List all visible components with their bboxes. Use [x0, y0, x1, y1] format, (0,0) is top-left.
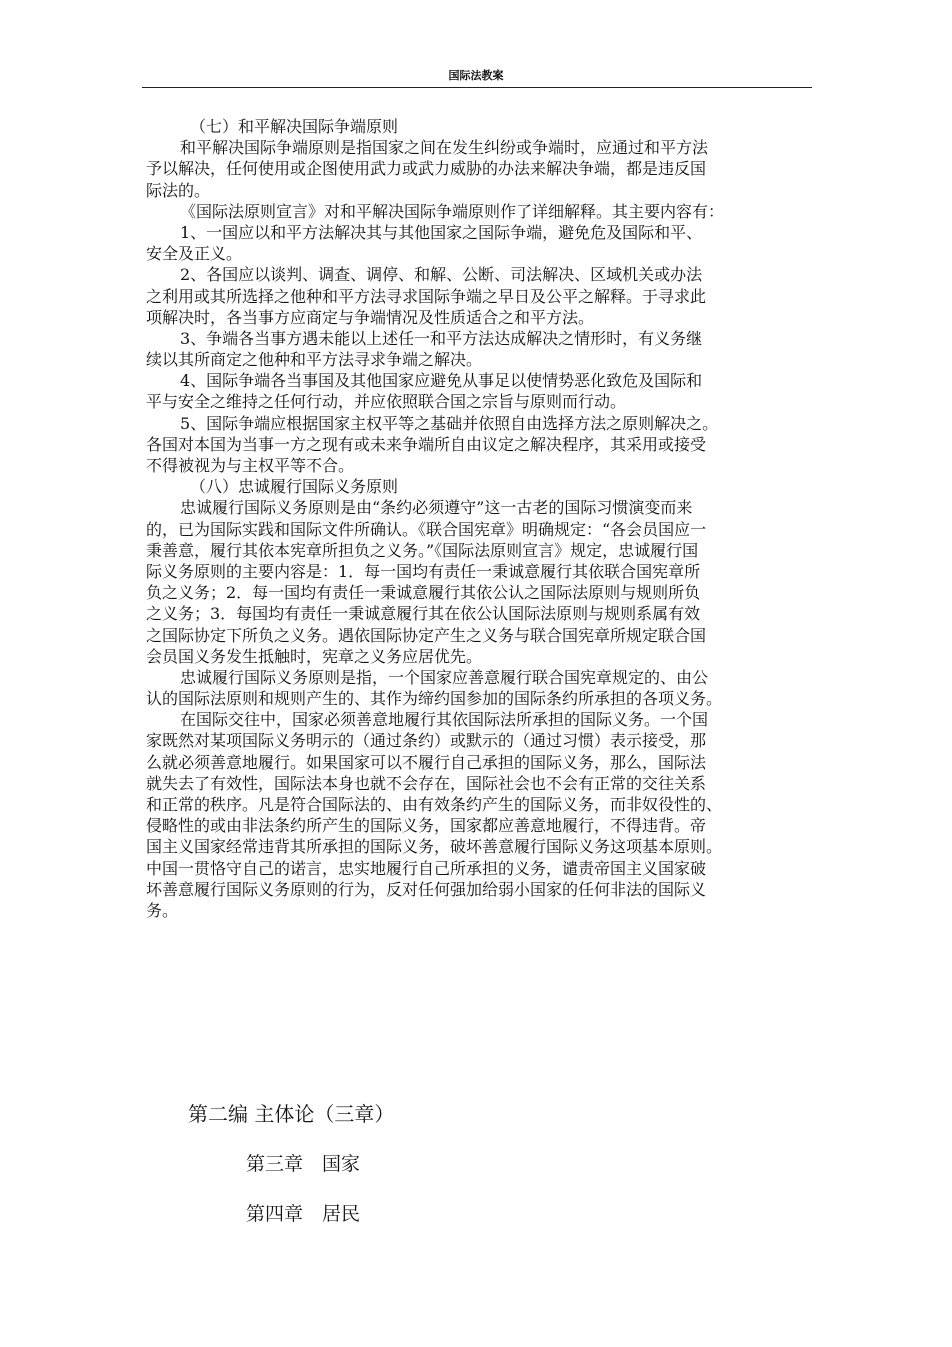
- paragraph-line: 项解决时，各当事方应商定与争端情况及性质适合之和平方法。: [146, 307, 595, 327]
- paragraph-line: 各国对本国为当事一方之现有或未来争端所自由议定之解决程序，其采用或接受: [146, 434, 707, 454]
- paragraph-line: 忠诚履行国际义务原则是由“条约必须遵守”这一古老的国际习惯演变而来: [180, 498, 693, 518]
- section-heading: （八）忠诚履行国际义务原则: [190, 477, 399, 497]
- header-divider: [142, 87, 812, 88]
- paragraph-line: 际义务原则的主要内容是：1．每一国均有责任一秉诚意履行其依联合国宪章所: [146, 561, 701, 581]
- paragraph-line: 就失去了有效性，国际法本身也就不会存在，国际社会也不会有正常的交往关系: [146, 773, 707, 793]
- paragraph-line: 之利用或其所选择之他种和平方法寻求国际争端之早日及公平之解释。于寻求此: [146, 286, 707, 306]
- paragraph-line: 2、各国应以谈判、调查、调停、和解、公断、司法解决、区域机关或办法: [180, 265, 703, 285]
- paragraph-line: 之国际协定下所负之义务。遇依国际协定产生之义务与联合国宪章所规定联合国: [146, 625, 707, 645]
- paragraph-line: 家既然对某项国际义务明示的（通过条约）或默示的（通过习惯）表示接受，那: [146, 731, 707, 751]
- paragraph-line: 务。: [146, 900, 179, 920]
- paragraph-line: 负之义务；2．每一国均有责任一秉诚意履行其依公认之国际法原则与规则所负: [146, 583, 701, 603]
- paragraph-line: 平与安全之维持之任何行动，并应依照联合国之宗旨与原则而行动。: [146, 392, 627, 412]
- section-heading: （七）和平解决国际争端原则: [190, 117, 399, 136]
- body-text: [146, 116, 814, 921]
- chapter-title-3: 第三章 国家: [246, 1153, 361, 1175]
- paragraph-line: 坏善意履行国际义务原则的行为，反对任何强加给弱小国家的任何非法的国际义: [146, 879, 707, 899]
- paragraph-line: 之义务；3．每国均有责任一秉诚意履行其在依公认国际法原则与规则系属有效: [146, 604, 701, 624]
- paragraph-line: 3、争端各当事方遇未能以上述任一和平方法达成解决之情形时，有义务继: [180, 328, 703, 348]
- paragraph-line: 4、国际争端各当事国及其他国家应避免从事足以使情势恶化致危及国际和: [180, 371, 703, 391]
- paragraph-line: 际法的。: [146, 180, 211, 200]
- part-title: 第二编 主体论（三章）: [188, 1102, 395, 1126]
- paragraph-line: 中国一贯恪守自己的诺言，忠实地履行自己所承担的义务，谴责帝国主义国家破: [146, 858, 707, 878]
- paragraph-line: 么就必须善意地履行。如果国家可以不履行自己承担的国际义务，那么，国际法: [146, 752, 707, 772]
- paragraph-line: 《国际法原则宣言》对和平解决国际争端原则作了详细解释。其主要内容有：: [180, 201, 725, 221]
- paragraph-line: 和平解决国际争端原则是指国家之间在发生纠纷或争端时，应通过和平方法: [180, 138, 709, 158]
- chapter-title-4: 第四章 居民: [246, 1203, 361, 1225]
- paragraph-line: 1、一国应以和平方法解决其与其他国家之国际争端，避免危及国际和平、: [180, 222, 703, 242]
- paragraph-line: 在国际交往中，国家必须善意地履行其依国际法所承担的国际义务。一个国: [180, 710, 709, 730]
- paragraph-line: 秉善意，履行其依本宪章所担负之义务。”《国际法原则宣言》规定，忠诚履行国: [146, 540, 699, 560]
- paragraph-line: 侵略性的或由非法条约所产生的国际义务，国家都应善意地履行，不得违背。帝: [146, 816, 707, 836]
- paragraph-line: 的，已为国际实践和国际文件所确认。《联合国宪章》明确规定：“各会员国应一: [146, 519, 707, 539]
- paragraph-line: 5、国际争端应根据国家主权平等之基础并依照自由选择方法之原则解决之。: [180, 413, 719, 433]
- paragraph-line: 续以其所商定之他种和平方法寻求争端之解决。: [146, 350, 483, 370]
- paragraph-line: 忠诚履行国际义务原则是指，一个国家应善意履行联合国宪章规定的、由公: [180, 667, 709, 687]
- paragraph-line: 不得被视为与主权平等不合。: [146, 456, 355, 475]
- paragraph-line: 国主义国家经常违背其所承担的国际义务，破坏善意履行国际义务这项基本原则。: [146, 837, 723, 857]
- paragraph-line: 认的国际法原则和规则产生的、其作为缔约国参加的国际条约所承担的各项义务。: [146, 689, 723, 709]
- page-header-title: 国际法教案: [448, 69, 504, 82]
- paragraph-line: 安全及正义。: [146, 244, 243, 264]
- paragraph-line: 和正常的秩序。凡是符合国际法的、由有效条约产生的国际义务，而非奴役性的、: [146, 795, 723, 814]
- paragraph-line: 会员国义务发生抵触时，宪章之义务应居优先。: [146, 646, 483, 666]
- paragraph-line: 予以解决，任何使用或企图使用武力或武力威胁的办法来解决争端，都是违反国: [146, 159, 707, 179]
